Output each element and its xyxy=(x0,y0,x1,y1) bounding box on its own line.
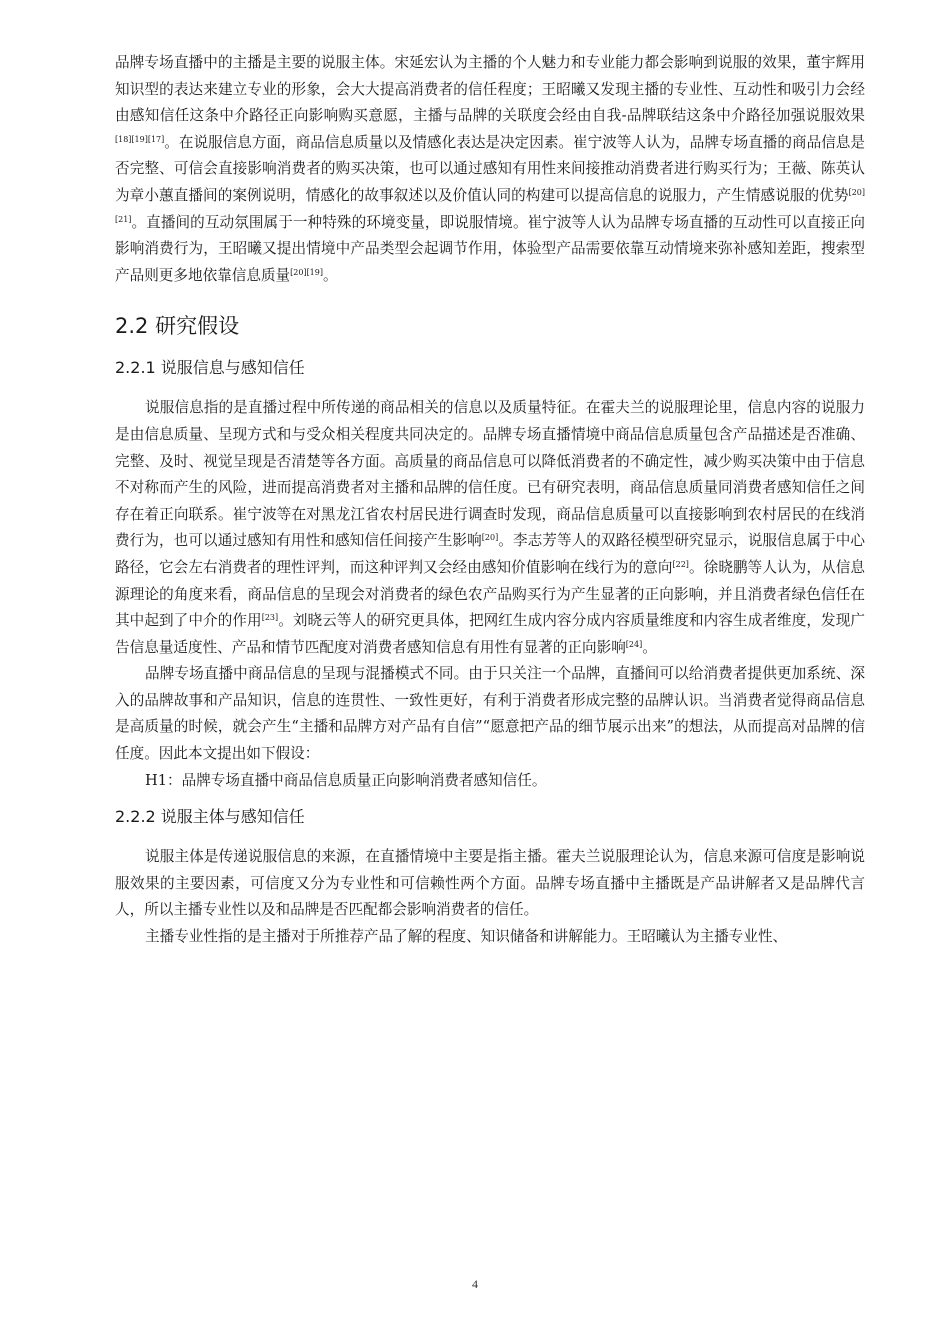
citation: [20] xyxy=(481,533,499,543)
page-number: 4 xyxy=(472,1277,478,1291)
citation: [23] xyxy=(261,613,279,623)
paragraph-intro: 品牌专场直播中的主播是主要的说服主体。宋延宏认为主播的个人魅力和专业能力都会影响到说服的效果，董宇辉用知识型的表达来建立专业的形象，会大大提高消费者的信任程度；王昭曦又发现主播的专业性、互动性和吸引力会经由感知信任这条中介路径正向影响购买意愿，主播与品牌的关联度会经由自我-品牌联结这条中介路径加强说服效果[18][19][17]。在说服信息方面，商品信息质量以及情感化表达是决定因素。崔宁波等人认为，品牌专场直播的商品信息是否完整、可信会直接影响消费者的购买决策，也可以通过感知有用性来间接推动消费者进行购买行为；王薇、陈英认为章小蕙直播间的案例说明，情感化的故事叙述以及价值认同的构建可以提高信息的说服力，产生情感说服的优势[20][21]。直播间的互动氛围属于一种特殊的环境变量，即说服情境。崔宁波等人认为品牌专场直播的互动性可以直接正向影响消费行为，王昭曦又提出情境中产品类型会起调节作用，体验型产品需要依靠互动情境来弥补感知差距，搜索型产品则更多地依靠信息质量[20][19]。 xyxy=(115,54,865,284)
paragraph-brand-live: 品牌专场直播中商品信息的呈现与混播模式不同。由于只关注一个品牌，直播间可以给消费者提供更加系统、深入的品牌故事和产品知识，信息的连贯性、一致性更好，有利于消费者形成完整的品牌认识。当消费者觉得商品信息是高质量的时候，就会产生“主播和品牌方对产品有自信”“愿意把产品的细节展示出来”的想法，从而提高对品牌的信任度。因此本文提出如下假设： xyxy=(115,665,865,763)
hypothesis-h1: H1：品牌专场直播中商品信息质量正向影响消费者感知信任。 xyxy=(145,771,547,789)
page-body xyxy=(115,50,865,951)
paragraph-persuasion-info: 说服信息指的是直播过程中所传递的商品相关的信息以及质量特征。在霍夫兰的说服理论里，信息内容的说服力是由信息质量、呈现方式和与受众相关程度共同决定的。品牌专场直播情境中商品信息质量包含产品描述是否准确、完整、及时、视觉呈现是否清楚等各方面。高质量的商品信息可以降低消费者的不确定性，减少购买决策中由于信息不对称而产生的风险，进而提高消费者对主播和品牌的信任度。已有研究表明，商品信息质量同消费者感知信任之间存在着正向联系。崔宁波等在对黑龙江省农村居民进行调查时发现，商品信息质量可以直接影响到农村居民的在线消费行为，也可以通过感知有用性和感知信任间接产生影响[20]。李志芳等人的双路径模型研究显示，说服信息属于中心路径，它会左右消费者的理性评判，而这种评判又会经由感知价值影响在线行为的意向[22]。徐晓鹏等人认为，从信息源理论的角度来看，商品信息的呈现会对消费者的绿色农产品购买行为产生显著的正向影响，并且消费者绿色信任在其中起到了中介的作用[23]。刘晓云等人的研究更具体，把网红生成内容分成内容质量维度和内容生成者维度，发现广告信息量适度性、产品和情节匹配度对消费者感知信息有用性有显著的正向影响[24]。 xyxy=(115,399,865,656)
citation: [24] xyxy=(625,639,643,649)
paragraph-host-expertise: 主播专业性指的是主播对于所推荐产品了解的程度、知识储备和讲解能力。王昭曦认为主播专业性、 xyxy=(145,928,788,946)
subsection-heading-2-2-1: 2.2.1 说服信息与感知信任 xyxy=(115,358,305,378)
paragraph-persuasion-subject: 说服主体是传递说服信息的来源，在直播情境中主要是指主播。霍夫兰说服理论认为，信息来源可信度是影响说服效果的主要因素，可信度又分为专业性和可信赖性两个方面。品牌专场直播中主播既是产品讲解者又是品牌代言人，所以主播专业性以及和品牌是否匹配都会影响消费者的信任。 xyxy=(115,848,865,919)
subsection-heading-2-2-2: 2.2.2 说服主体与感知信任 xyxy=(115,807,305,827)
citation: [20][21] xyxy=(115,187,865,224)
citation: [22] xyxy=(672,559,689,569)
citation: [18][19][17] xyxy=(115,134,165,144)
citation: [20][19] xyxy=(290,267,323,277)
section-heading-2-2: 2.2 研究假设 xyxy=(115,314,240,339)
